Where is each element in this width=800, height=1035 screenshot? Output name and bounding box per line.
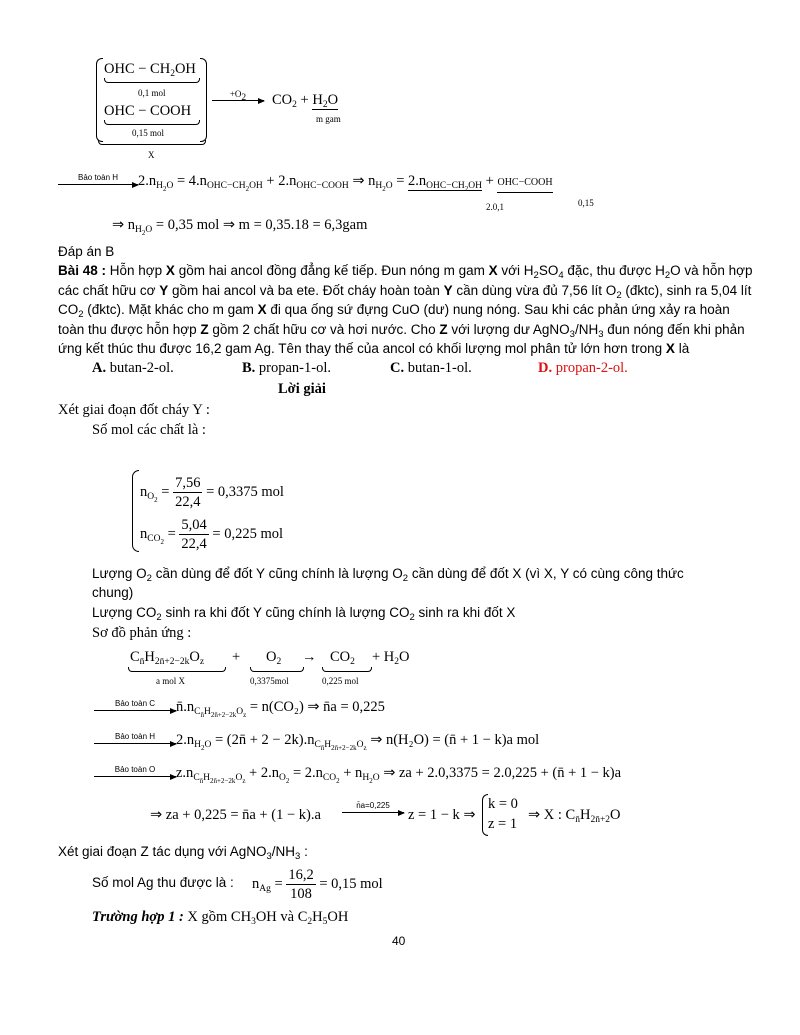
final-arrow: n̄a=0,225 xyxy=(342,800,404,819)
scheme1-left-brace xyxy=(96,58,103,142)
ag-intro: Số mol Ag thu được là : xyxy=(92,875,234,890)
note2: Lượng $CO_2$ sinh ra khi đốt Y cũng chính là lượng $CO_2$ sinh ra khi đốt X xyxy=(92,605,516,623)
c-balance-arrow: Bảo toàn C xyxy=(94,698,176,711)
moles-intro: Số mol các chất là : xyxy=(92,422,206,438)
scheme2-reactant: $C_{n̄}H_{2n̄+2-2k}O_z$ xyxy=(130,649,205,667)
scheme1-item1-underbrace xyxy=(104,78,200,83)
scheme1-products: $CO_2 + H_2O$ xyxy=(272,92,339,110)
scheme-intro: Sơ đồ phản ứng : xyxy=(92,625,192,641)
result-line: ⇒ $n_{H_2O} = 0,35$ mol ⇒ m = 0,35.18 = 6,3gam xyxy=(112,217,368,237)
k-value: k = 0 xyxy=(488,796,518,812)
option-b: B. propan-1-ol. xyxy=(242,360,331,376)
final-eq-left: ⇒ za + 0,225 = n̄a + (1 − k).a xyxy=(150,807,321,823)
c-balance-line: Bảo toàn C $n̄.n_{C_{n̄}H_{2n̄+2-2k}O_z} = n(CO_2)$ ⇒ n̄a = 0,225 xyxy=(94,698,385,717)
scheme2-amount-co2: 0,225 mol xyxy=(322,676,359,686)
stage2-line: Xét giai đoạn Z tác dụng với $AgNO_3/NH_3$ : xyxy=(58,844,308,862)
scheme2-plus1: + xyxy=(232,649,241,665)
h-balance-line: Bảo toàn H $2.n_{H_2O} = 4.n_{OHC-CH_2OH} + 2.n_{OHC-COOH}$ ⇒ $n_{H_2O} = 2.n_{OHC-CH_2OH}$ + OHC−COOH xyxy=(58,172,553,193)
scheme2-amount-x: a mol X xyxy=(156,676,185,686)
h-under2: 0,15 xyxy=(578,198,594,208)
case1-line: Trường hợp 1 : X gồm $CH_3OH$ và $C_2H_5OH$ xyxy=(92,909,349,927)
scheme1-x-label: X xyxy=(148,150,155,160)
h2-balance-arrow: Bảo toàn H xyxy=(94,731,176,744)
h2-balance-line: Bảo toàn H $2.n_{H_2O}$ = (2n̄ + $2 - 2k).n_{C_{n̄}H_{2n̄+2-2k}O_z}$ ⇒ n(H₂O) = (n̄ + 1 − k)a mol xyxy=(94,731,539,750)
final-eq-mid: z = 1 − k ⇒ xyxy=(408,807,476,823)
o2-moles: $n_{O_2}$ = $\frac{7,56}{22,4}$ = 0,3375 mol xyxy=(140,475,284,510)
page-number: 40 xyxy=(392,934,406,948)
scheme1-item2: OHC − COOH xyxy=(104,103,192,119)
o-balance-line: Bảo toàn O $z.n_{C_{n̄}H_{2n̄+2-2k}O_z} + 2.n_{O_2} = 2.n_{CO_2} + n_{H_2O}$ ⇒ za + 2.0,3375 = 2.0,225 + (n̄ + 1 − k)a xyxy=(94,764,621,783)
stage1-line: Xét giai đoạn đốt cháy Y : xyxy=(58,402,210,418)
h-under1: 2.0,1 xyxy=(486,202,504,212)
scheme2-co2: $CO_2$ xyxy=(330,649,355,667)
final-result: ⇒ X : $C_{n̄}H_{2n̄+2}O$ xyxy=(528,807,621,825)
scheme1-x-underbrace xyxy=(98,140,206,145)
scheme2-water: + $H_2O$ xyxy=(372,649,410,667)
scheme1-item2-amount: 0,15 mol xyxy=(132,128,165,138)
answer-line: Đáp án B xyxy=(58,244,115,259)
scheme2-o2: $O_2$ xyxy=(266,649,282,667)
scheme1-item1-amount: 0,1 mol xyxy=(138,88,166,98)
scheme1-item1: OHC − $CH_2OH$ xyxy=(104,61,196,79)
o-balance-arrow: Bảo toàn O xyxy=(94,764,176,777)
option-c: C. butan-1-ol. xyxy=(390,360,472,376)
scheme2-amount-o2: 0,3375mol xyxy=(250,676,289,686)
ag-moles: $n_{Ag}$ = $\frac{16,2}{108}$ = 0,15 mol xyxy=(252,867,383,902)
option-d: D. propan-2-ol. xyxy=(538,360,628,376)
note1-line1: Lượng $O_2$ cần dùng để đốt Y cũng chính là lượng $O_2$ cần dùng để đốt X (vì X, Y có cùng công thức xyxy=(92,566,684,584)
scheme1-right-brace xyxy=(200,58,207,142)
z-value: z = 1 xyxy=(488,816,518,832)
moles-brace xyxy=(132,470,139,552)
solution-heading: Lời giải xyxy=(278,381,326,397)
note1-line2: chung) xyxy=(92,585,134,600)
scheme1-arrow: $+O_2$ xyxy=(212,88,264,107)
co2-moles: $n_{CO_2}$ = $\frac{5,04}{22,4}$ = 0,225 mol xyxy=(140,517,284,552)
h-balance-arrow: Bảo toàn H xyxy=(58,172,138,185)
scheme1-water-label: m gam xyxy=(316,114,341,124)
option-a: A. butan-2-ol. xyxy=(92,360,174,376)
scheme2-arrow: → xyxy=(302,649,317,665)
problem-title: Bài 48 : xyxy=(58,263,107,278)
problem-text: Bài 48 : Hỗn hợp X gồm hai ancol đồng đẳng kế tiếp. Đun nóng m gam X với $H_2SO_4$ đặc, thu được $H_2O$ và hỗn hợp các chất hữu cơ Y gồm hai ancol và ba ete. Đốt cháy hoàn toàn Y cần dùng vừa đủ 7,56 lít $O_2$ (đktc), sinh ra 5,04 lít $CO_2$ (đktc). Mặt khác cho m gam X đi qua ống sứ đựng CuO (dư) nung nóng. Sau khi các phản ứng xảy ra hoàn toàn thu được hỗn hợp Z gồm 2 chất hữu cơ và hơi nước. Cho Z với lượng dư $AgNO_3/NH_3$ đun nóng đến khi phản ứng kết thúc thu được 16,2 gam Ag. Tên thay thế của ancol có khối lượng mol phân tử lớn hơn trong X là xyxy=(58,263,753,356)
